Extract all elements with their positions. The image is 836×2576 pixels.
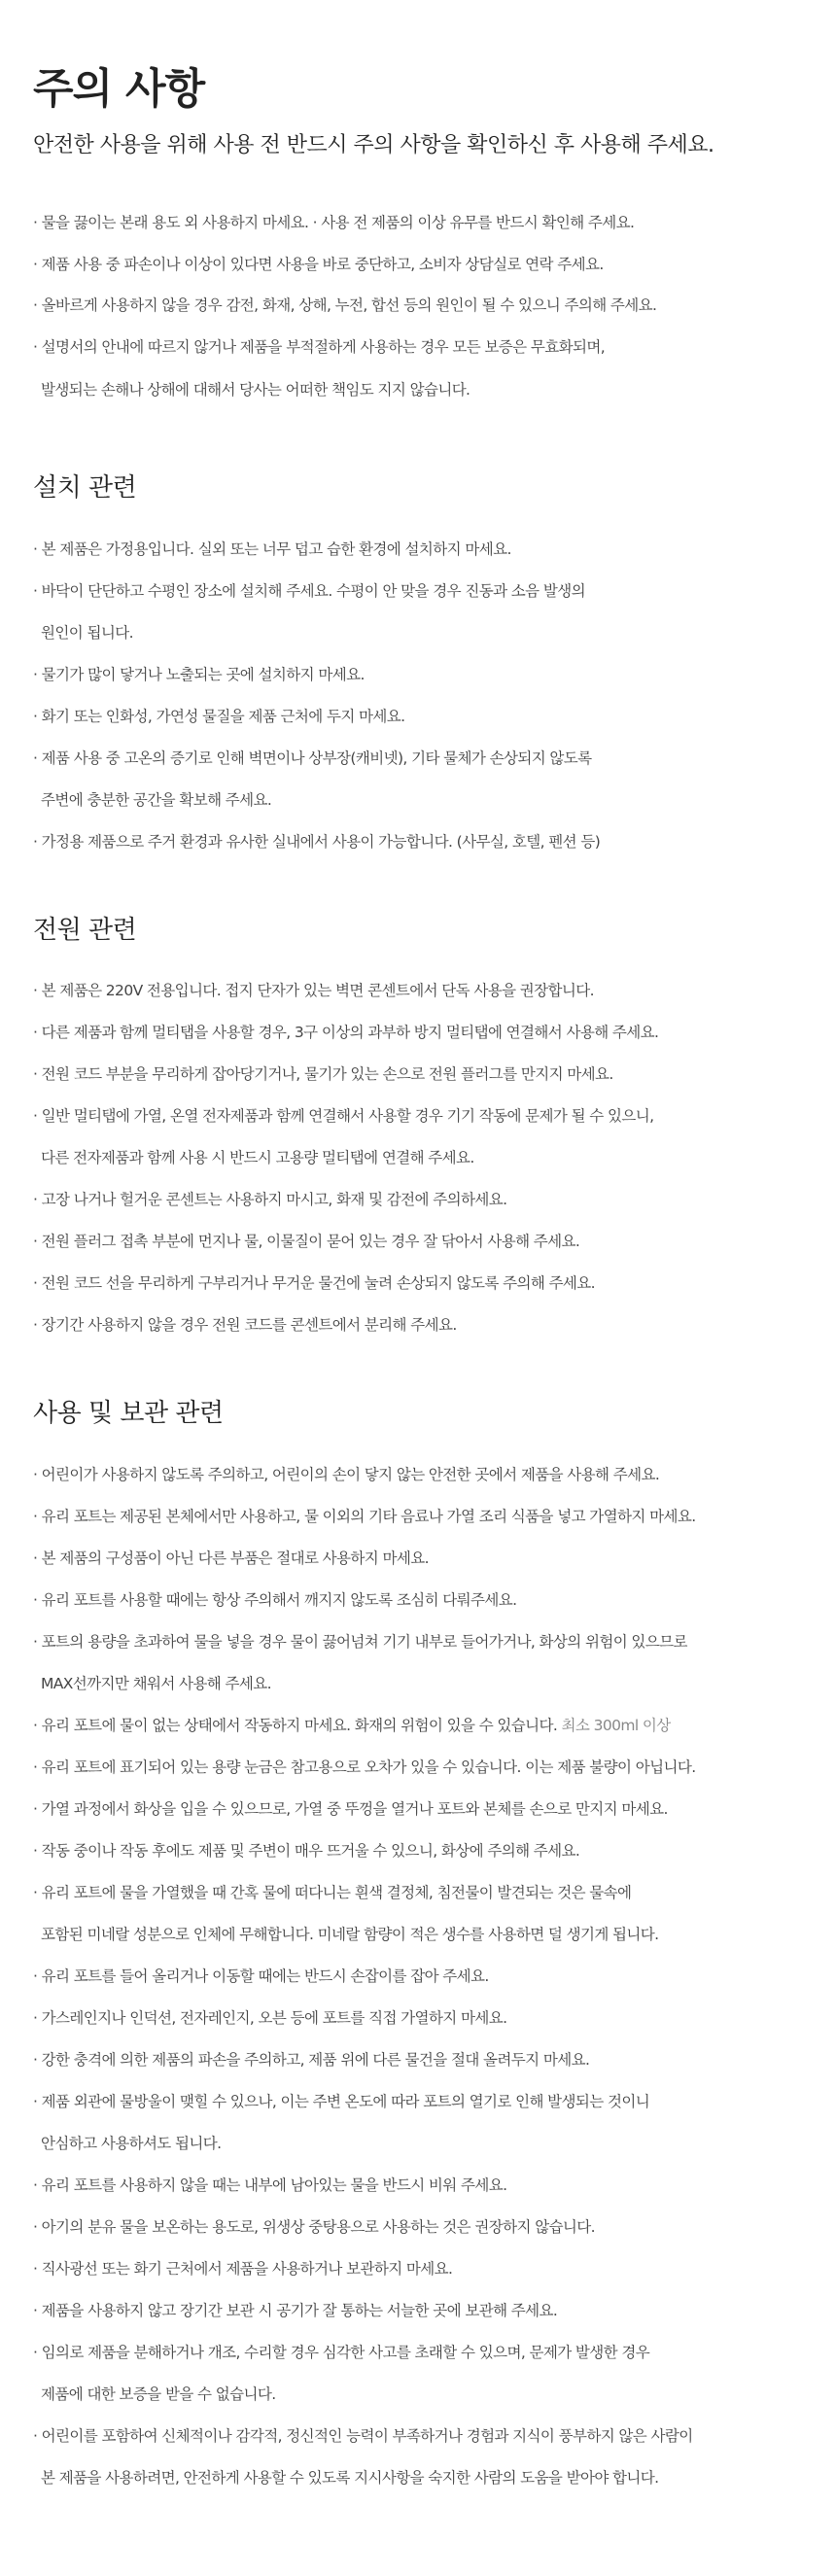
usage-line: · 유리 포트를 사용하지 않을 때는 내부에 남아있는 물을 반드시 비워 주세요. (33, 2176, 507, 2194)
usage-line: · 강한 충격에 의한 제품의 파손을 주의하고, 제품 위에 다른 물건을 절대 올려두지 마세요. (33, 2051, 590, 2069)
general-line: · 올바르게 사용하지 않을 경우 감전, 화재, 상해, 누전, 합선 등의 원인이 될 수 있으니 주의해 주세요. (33, 296, 657, 314)
power-line: · 장기간 사용하지 않을 경우 전원 코드를 콘센트에서 분리해 주세요. (33, 1316, 457, 1334)
usage-line: · 어린이가 사용하지 않도록 주의하고, 어린이의 손이 닿지 않는 안전한 곳에서 제품을 사용해 주세요. (33, 1466, 660, 1483)
usage-line (33, 1715, 820, 1736)
general-line: · 설명서의 안내에 따르지 않거나 제품을 부적절하게 사용하는 경우 모든 보증은 무효화되며, (33, 338, 606, 356)
install-line: · 가정용 제품으로 주거 환경과 유사한 실내에서 사용이 가능합니다. (사무실, 호텔, 펜션 등) (33, 833, 601, 851)
usage-line: · 아기의 분유 물을 보온하는 용도로, 위생상 중탕용으로 사용하는 것은 권장하지 않습니다. (33, 2218, 596, 2236)
usage-line: · 유리 포트는 제공된 본체에서만 사용하고, 물 이외의 기타 음료나 가열 조리 식품을 넣고 가열하지 마세요. (33, 1508, 696, 1525)
power-line: · 고장 나거나 헐거운 콘센트는 사용하지 마시고, 화재 및 감전에 주의하세요. (33, 1191, 507, 1208)
usage-line: 포함된 미네랄 성분으로 인체에 무해합니다. 미네랄 함량이 적은 생수를 사용하면 덜 생기게 됩니다. (41, 1926, 659, 1943)
section-heading-install: 설치 관련 (33, 473, 137, 503)
usage-line: · 유리 포트에 물을 가열했을 때 간혹 물에 떠다니는 흰색 결정체, 침전물이 발견되는 것은 물속에 (33, 1884, 632, 1901)
page-title: 주의 사항 (33, 65, 205, 114)
power-line: 다른 전자제품과 함께 사용 시 반드시 고용량 멀티탭에 연결해 주세요. (41, 1149, 474, 1166)
usage-line: MAX선까지만 채워서 사용해 주세요. (41, 1675, 271, 1692)
usage-line: · 유리 포트를 들어 올리거나 이동할 때에는 반드시 손잡이를 잡아 주세요. (33, 1967, 489, 1985)
usage-line: · 제품을 사용하지 않고 장기간 보관 시 공기가 잘 통하는 서늘한 곳에 보관해 주세요. (33, 2302, 558, 2319)
general-line: 발생되는 손해나 상해에 대해서 당사는 어떠한 책임도 지지 않습니다. (41, 381, 470, 399)
power-line: · 전원 플러그 접촉 부분에 먼지나 물, 이물질이 묻어 있는 경우 잘 닦아서 사용해 주세요. (33, 1233, 580, 1250)
power-line: · 전원 코드 부분을 무리하게 잡아당기거나, 물기가 있는 손으로 전원 플러그를 만지지 마세요. (33, 1065, 613, 1083)
usage-line: · 작동 중이나 작동 후에도 제품 및 주변이 매우 뜨거울 수 있으니, 화상에 주의해 주세요. (33, 1842, 580, 1860)
usage-line-text: · 유리 포트에 물이 없는 상태에서 작동하지 마세요. 화재의 위험이 있을 수 있습니다. (33, 1717, 558, 1734)
section-heading-usage: 사용 및 보관 관련 (33, 1399, 224, 1428)
usage-line: 본 제품을 사용하려면, 안전하게 사용할 수 있도록 지시사항을 숙지한 사람의 도움을 받아야 합니다. (41, 2469, 659, 2487)
usage-line: · 유리 포트에 표기되어 있는 용량 눈금은 참고용으로 오차가 있을 수 있습니다. 이는 제품 불량이 아닙니다. (33, 1758, 696, 1776)
usage-line: · 가스레인지나 인덕션, 전자레인지, 오븐 등에 포트를 직접 가열하지 마세요. (33, 2009, 507, 2027)
usage-line: 안심하고 사용하셔도 됩니다. (41, 2135, 222, 2152)
power-line: · 일반 멀티탭에 가열, 온열 전자제품과 함께 연결해서 사용할 경우 기기 작동에 문제가 될 수 있으니, (33, 1107, 654, 1125)
usage-line: · 본 제품의 구성품이 아닌 다른 부품은 절대로 사용하지 마세요. (33, 1549, 429, 1567)
usage-line: · 유리 포트를 사용할 때에는 항상 주의해서 깨지지 않도록 조심히 다뤄주세요. (33, 1591, 517, 1609)
min-water-note: 최소 300ml 이상 (561, 1717, 671, 1734)
general-line: · 물을 끓이는 본래 용도 외 사용하지 마세요. · 사용 전 제품의 이상 유무를 반드시 확인해 주세요. (33, 214, 635, 231)
install-line: 원인이 됩니다. (41, 624, 133, 642)
install-line: · 본 제품은 가정용입니다. 실외 또는 너무 덥고 습한 환경에 설치하지 마세요. (33, 540, 511, 558)
install-line: 주변에 충분한 공간을 확보해 주세요. (41, 791, 272, 809)
section-heading-power: 전원 관련 (33, 916, 137, 945)
usage-line: · 어린이를 포함하여 신체적이나 감각적, 정신적인 능력이 부족하거나 경험과 지식이 풍부하지 않은 사람이 (33, 2427, 693, 2445)
power-line: · 전원 코드 선을 무리하게 구부리거나 무거운 물건에 눌려 손상되지 않도록 주의해 주세요. (33, 1274, 596, 1292)
usage-line: · 포트의 용량을 초과하여 물을 넣을 경우 물이 끓어넘쳐 기기 내부로 들어가거나, 화상의 위험이 있으므로 (33, 1633, 687, 1651)
install-line: · 화기 또는 인화성, 가연성 물질을 제품 근처에 두지 마세요. (33, 708, 405, 725)
install-line: · 물기가 많이 닿거나 노출되는 곳에 설치하지 마세요. (33, 666, 365, 683)
usage-line: · 임의로 제품을 분해하거나 개조, 수리할 경우 심각한 사고를 초래할 수 있으며, 문제가 발생한 경우 (33, 2344, 650, 2361)
power-line: · 본 제품은 220V 전용입니다. 접지 단자가 있는 벽면 콘센트에서 단독 사용을 권장합니다. (33, 982, 595, 999)
usage-line: 제품에 대한 보증을 받을 수 없습니다. (41, 2385, 276, 2403)
usage-line: · 가열 과정에서 화상을 입을 수 있으므로, 가열 중 뚜껑을 열거나 포트와 본체를 손으로 만지지 마세요. (33, 1800, 668, 1818)
install-line: · 바닥이 단단하고 수평인 장소에 설치해 주세요. 수평이 안 맞을 경우 진동과 소음 발생의 (33, 582, 585, 600)
power-line: · 다른 제품과 함께 멀티탭을 사용할 경우, 3구 이상의 과부하 방지 멀티탭에 연결해서 사용해 주세요. (33, 1024, 659, 1041)
usage-line: · 제품 외관에 물방울이 맺힐 수 있으나, 이는 주변 온도에 따라 포트의 열기로 인해 발생되는 것이니 (33, 2093, 650, 2110)
page-subtitle: 안전한 사용을 위해 사용 전 반드시 주의 사항을 확인하신 후 사용해 주세요. (33, 133, 714, 157)
usage-line: · 직사광선 또는 화기 근처에서 제품을 사용하거나 보관하지 마세요. (33, 2260, 453, 2278)
general-line: · 제품 사용 중 파손이나 이상이 있다면 사용을 바로 중단하고, 소비자 상담실로 연락 주세요. (33, 256, 604, 273)
install-line: · 제품 사용 중 고온의 증기로 인해 벽면이나 상부장(캐비넷), 기타 물체가 손상되지 않도록 (33, 749, 592, 767)
